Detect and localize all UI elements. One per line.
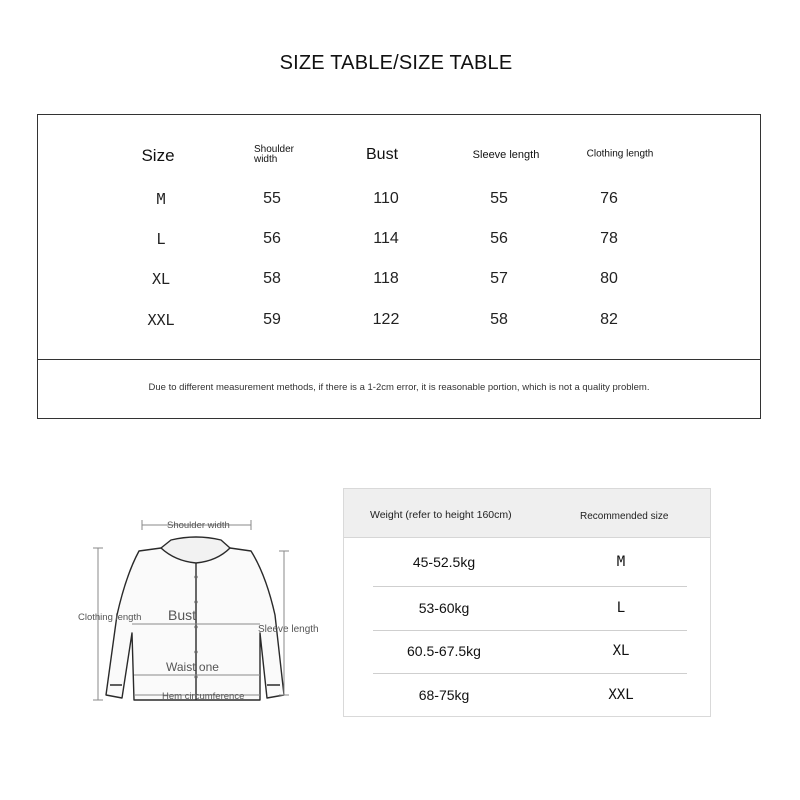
diagram-label-hem: Hem circumference — [162, 691, 245, 702]
row-divider — [373, 673, 687, 674]
bust-cell: 114 — [373, 230, 399, 247]
header-clothing-length: Clothing length — [586, 148, 654, 160]
weight-table-header — [344, 489, 710, 538]
table-divider — [38, 359, 760, 360]
diagram-label-shoulder: Shoulder width — [167, 520, 230, 531]
shoulder-cell: 55 — [263, 190, 281, 207]
header-shoulder-width — [254, 145, 294, 165]
sleeve-cell: 58 — [490, 311, 508, 328]
recommended-size-cell: XXL — [608, 687, 634, 703]
table-row — [344, 631, 710, 671]
diagram-label-bust: Bust — [168, 607, 197, 623]
sleeve-cell: 56 — [490, 230, 508, 247]
header-sleeve-length: Sleeve length — [472, 149, 540, 161]
size-cell: L — [156, 230, 166, 248]
diagram-label-waist: Waist one — [166, 660, 219, 674]
recommended-size-cell: L — [616, 600, 626, 616]
page-title: SIZE TABLE/SIZE TABLE — [279, 52, 513, 74]
shoulder-cell: 59 — [263, 311, 281, 328]
weight-cell: 53-60kg — [418, 600, 470, 616]
bust-cell: 122 — [372, 311, 400, 328]
weight-cell: 45-52.5kg — [412, 554, 476, 570]
shoulder-cell: 58 — [263, 270, 281, 287]
header-bust: Bust — [365, 146, 399, 163]
clothing-cell: 78 — [600, 230, 618, 247]
weight-cell: 68-75kg — [418, 687, 470, 703]
clothing-cell: 80 — [600, 270, 618, 287]
size-cell: XXL — [147, 311, 175, 329]
measurement-note: Due to different measurement methods, if there is a 1-2cm error, it is reasonable portion, which is not a quality problem. — [148, 382, 650, 393]
size-cell: XL — [151, 270, 171, 288]
sleeve-cell: 57 — [490, 270, 508, 287]
shirt-measurement-diagram — [70, 505, 335, 720]
diagram-label-clothing: Clothing length — [78, 612, 142, 623]
sleeve-cell: 55 — [490, 190, 508, 207]
weight-size-table — [343, 488, 711, 717]
table-row — [344, 542, 710, 582]
table-row — [344, 675, 710, 715]
size-table — [37, 114, 761, 419]
header-shoulder-line1: Shoulder — [253, 144, 295, 155]
recommended-size-cell: XL — [612, 643, 630, 659]
header-recommended-size: Recommended size — [580, 511, 669, 522]
shoulder-cell: 56 — [263, 230, 281, 247]
table-row — [344, 588, 710, 628]
header-shoulder-line2: width — [253, 154, 278, 165]
header-weight: Weight (refer to height 160cm) — [370, 509, 512, 521]
weight-cell: 60.5-67.5kg — [407, 643, 481, 659]
bust-cell: 110 — [373, 190, 399, 207]
size-cell: M — [156, 190, 166, 208]
bust-cell: 118 — [373, 270, 399, 287]
header-size: Size — [141, 146, 175, 165]
clothing-cell: 76 — [600, 190, 618, 207]
diagram-label-sleeve: Sleeve length — [258, 624, 319, 635]
clothing-cell: 82 — [600, 311, 618, 328]
row-divider — [373, 586, 687, 587]
recommended-size-cell: M — [616, 554, 626, 570]
